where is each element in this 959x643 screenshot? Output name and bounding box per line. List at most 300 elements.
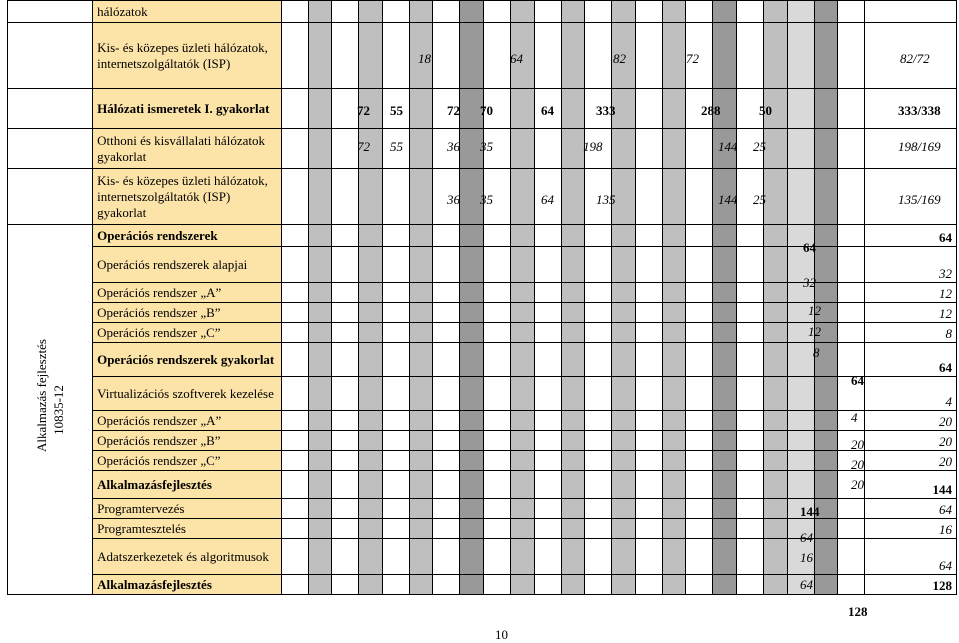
hours-value: 32 (803, 275, 816, 290)
grid-cell (713, 575, 737, 595)
subject-label: Hálózati ismeretek I. gyakorlat (93, 89, 282, 129)
grid-cell (281, 431, 308, 451)
grid-cell (382, 431, 409, 451)
grid-cell (484, 225, 511, 247)
hours-value: 64 (541, 192, 554, 207)
grid-cell (534, 471, 561, 499)
grid-cell (713, 499, 737, 519)
grid-cell (281, 23, 308, 89)
grid-cell (308, 451, 332, 471)
hours-value: 35 (480, 192, 493, 207)
grid-cell (308, 303, 332, 323)
subject-label: Operációs rendszer „A” (93, 411, 282, 431)
grid-cell (433, 303, 460, 323)
grid-cell (814, 539, 838, 575)
grid-cell (612, 283, 636, 303)
subject-label: Operációs rendszer „A” (93, 283, 282, 303)
grid-cell (460, 471, 484, 499)
hours-value: 288 (701, 103, 721, 118)
grid-cell (359, 343, 383, 377)
grid-cell (585, 343, 612, 377)
grid-cell (460, 431, 484, 451)
grid-cell (635, 283, 662, 303)
grid-cell (787, 343, 814, 377)
page-number: 10 (495, 627, 508, 642)
grid-cell (409, 411, 433, 431)
hours-value: 333 (596, 103, 616, 118)
blank-cell (8, 129, 93, 169)
grid-cell (686, 129, 713, 169)
hours-value: 135/169 (898, 192, 941, 207)
subject-label: Operációs rendszer „B” (93, 431, 282, 451)
grid-cell (460, 303, 484, 323)
grid-cell (433, 247, 460, 283)
grid-cell (433, 23, 460, 89)
total-hours: 128 (865, 575, 957, 595)
hours-value: 198 (583, 139, 603, 154)
hours-value: 198/169 (898, 139, 941, 154)
grid-cell (534, 23, 561, 89)
grid-cell (382, 225, 409, 247)
grid-cell (484, 471, 511, 499)
grid-cell (585, 1, 612, 23)
grid-cell (433, 431, 460, 451)
grid-cell (308, 539, 332, 575)
grid-cell (433, 575, 460, 595)
grid-cell (764, 247, 788, 283)
grid-cell (814, 411, 838, 431)
grid-cell (281, 411, 308, 431)
grid-cell (484, 247, 511, 283)
grid-cell (359, 471, 383, 499)
grid-cell (308, 411, 332, 431)
grid-cell (635, 471, 662, 499)
hours-value: 20 (851, 457, 864, 472)
hours-value: 64 (800, 577, 813, 592)
total-hours: 16 (865, 519, 957, 539)
grid-cell (814, 225, 838, 247)
grid-cell (635, 575, 662, 595)
hours-value: 64 (510, 51, 523, 66)
grid-cell (484, 539, 511, 575)
grid-cell (382, 323, 409, 343)
grid-cell (612, 377, 636, 411)
subject-label: Programtesztelés (93, 519, 282, 539)
grid-cell (787, 377, 814, 411)
grid-cell (534, 343, 561, 377)
grid-cell (635, 1, 662, 23)
grid-cell (814, 575, 838, 595)
grid-cell (787, 129, 814, 169)
grid-cell (737, 23, 764, 89)
grid-cell (359, 283, 383, 303)
total-hours: 8 (865, 323, 957, 343)
blank-cell (8, 23, 93, 89)
hours-value: 55 (390, 139, 403, 154)
grid-cell (585, 323, 612, 343)
total-hours: 32 (865, 247, 957, 283)
grid-cell (737, 225, 764, 247)
grid-cell (382, 1, 409, 23)
grid-cell (686, 575, 713, 595)
hours-value: 25 (753, 139, 766, 154)
grid-cell (662, 1, 686, 23)
grid-cell (713, 23, 737, 89)
grid-cell (332, 169, 359, 225)
table-row (8, 451, 957, 471)
grid-cell (737, 519, 764, 539)
grid-cell (585, 411, 612, 431)
subject-label: Kis- és közepes üzleti hálózatok, internetszolgáltatók (ISP) gyakorlat (93, 169, 282, 225)
subject-label: Operációs rendszerek (93, 225, 282, 247)
grid-cell (635, 247, 662, 283)
grid-cell (662, 575, 686, 595)
grid-cell (713, 225, 737, 247)
grid-cell (332, 343, 359, 377)
grid-cell (308, 247, 332, 283)
grid-cell (787, 169, 814, 225)
total-hours: 12 (865, 303, 957, 323)
grid-cell (510, 89, 534, 129)
grid-cell (460, 247, 484, 283)
grid-cell (308, 1, 332, 23)
grid-cell (814, 129, 838, 169)
grid-cell (686, 451, 713, 471)
grid-cell (281, 377, 308, 411)
grid-cell (764, 499, 788, 519)
grid-cell (838, 129, 865, 169)
hours-value: 4 (851, 410, 858, 425)
grid-cell (585, 519, 612, 539)
grid-cell (409, 283, 433, 303)
grid-cell (510, 323, 534, 343)
grid-cell (737, 303, 764, 323)
grid-cell (686, 323, 713, 343)
grid-cell (737, 499, 764, 519)
grid-cell (382, 411, 409, 431)
grid-cell (635, 303, 662, 323)
grid-cell (814, 471, 838, 499)
grid-cell (686, 411, 713, 431)
grid-cell (409, 323, 433, 343)
grid-cell (359, 411, 383, 431)
hours-value: 144 (800, 504, 820, 519)
grid-cell (510, 519, 534, 539)
grid-cell (561, 431, 585, 451)
grid-cell (460, 283, 484, 303)
grid-cell (332, 225, 359, 247)
subject-label: Adatszerkezetek és algoritmusok (93, 539, 282, 575)
grid-cell (612, 431, 636, 451)
grid-cell (713, 411, 737, 431)
grid-cell (433, 283, 460, 303)
grid-cell (787, 1, 814, 23)
grid-cell (838, 23, 865, 89)
grid-cell (433, 519, 460, 539)
grid-cell (308, 431, 332, 451)
grid-cell (787, 471, 814, 499)
total-hours: 4 (865, 377, 957, 411)
grid-cell (814, 247, 838, 283)
grid-cell (635, 411, 662, 431)
grid-cell (838, 225, 865, 247)
hours-value: 72 (357, 103, 370, 118)
subject-label: hálózatok (93, 1, 282, 23)
grid-cell (534, 539, 561, 575)
grid-cell (585, 225, 612, 247)
grid-cell (713, 1, 737, 23)
grid-cell (281, 499, 308, 519)
grid-cell (713, 451, 737, 471)
grid-cell (713, 377, 737, 411)
grid-cell (662, 343, 686, 377)
grid-cell (308, 283, 332, 303)
grid-cell (764, 169, 788, 225)
grid-cell (281, 471, 308, 499)
grid-cell (281, 519, 308, 539)
hours-value: 8 (813, 345, 820, 360)
grid-cell (686, 169, 713, 225)
grid-cell (510, 411, 534, 431)
grid-cell (764, 575, 788, 595)
grid-cell (308, 323, 332, 343)
grid-cell (635, 89, 662, 129)
grid-cell (737, 539, 764, 575)
grid-cell (510, 499, 534, 519)
grid-cell (838, 539, 865, 575)
grid-cell (612, 1, 636, 23)
grid-cell (332, 89, 359, 129)
grid-cell (787, 89, 814, 129)
blank-cell (8, 1, 93, 23)
grid-cell (332, 283, 359, 303)
hours-value: 25 (753, 192, 766, 207)
grid-cell (534, 283, 561, 303)
grid-cell (359, 303, 383, 323)
grid-cell (308, 343, 332, 377)
hours-value: 64 (800, 530, 813, 545)
grid-cell (281, 89, 308, 129)
grid-cell (332, 411, 359, 431)
grid-cell (764, 283, 788, 303)
grid-cell (612, 451, 636, 471)
grid-cell (764, 303, 788, 323)
grid-cell (308, 225, 332, 247)
grid-cell (612, 129, 636, 169)
grid-cell (460, 575, 484, 595)
grid-cell (484, 575, 511, 595)
grid-cell (585, 431, 612, 451)
subject-label: Kis- és közepes üzleti hálózatok, internetszolgáltatók (ISP) (93, 23, 282, 89)
grid-cell (332, 499, 359, 519)
grid-cell (585, 451, 612, 471)
grid-cell (635, 539, 662, 575)
grid-cell (332, 23, 359, 89)
grid-cell (764, 431, 788, 451)
grid-cell (332, 471, 359, 499)
grid-cell (510, 343, 534, 377)
blank-cell (8, 89, 93, 129)
total-hours: 64 (865, 225, 957, 247)
grid-cell (409, 129, 433, 169)
table-row (8, 575, 957, 595)
grid-cell (332, 451, 359, 471)
hours-value: 36 (447, 192, 460, 207)
grid-cell (713, 303, 737, 323)
hours-value: 64 (851, 373, 864, 388)
grid-cell (484, 1, 511, 23)
total-hours: 20 (865, 451, 957, 471)
grid-cell (308, 575, 332, 595)
grid-cell (308, 499, 332, 519)
grid-cell (612, 519, 636, 539)
hours-value: 12 (808, 303, 821, 318)
grid-cell (635, 169, 662, 225)
grid-cell (787, 23, 814, 89)
grid-cell (662, 323, 686, 343)
grid-cell (662, 247, 686, 283)
grid-cell (686, 225, 713, 247)
grid-cell (764, 451, 788, 471)
hours-value: 82/72 (900, 51, 930, 66)
grid-cell (713, 519, 737, 539)
grid-cell (561, 451, 585, 471)
grid-cell (814, 23, 838, 89)
grid-cell (382, 471, 409, 499)
grid-cell (612, 247, 636, 283)
module-side-label (8, 225, 93, 595)
grid-cell (534, 225, 561, 247)
grid-cell (332, 129, 359, 169)
grid-cell (764, 23, 788, 89)
grid-cell (737, 431, 764, 451)
grid-cell (838, 519, 865, 539)
grid-cell (382, 575, 409, 595)
grid-cell (281, 539, 308, 575)
grid-cell (838, 169, 865, 225)
grid-cell (814, 377, 838, 411)
hours-value: 72 (686, 51, 699, 66)
hours-value: 72 (447, 103, 460, 118)
subject-label: Alkalmazásfejlesztés (93, 471, 282, 499)
grid-cell (662, 431, 686, 451)
grid-cell (510, 303, 534, 323)
grid-cell (308, 377, 332, 411)
grid-cell (635, 225, 662, 247)
grid-cell (561, 169, 585, 225)
total-hours: 64 (865, 539, 957, 575)
subject-label: Programtervezés (93, 499, 282, 519)
grid-cell (838, 89, 865, 129)
grid-cell (686, 431, 713, 451)
grid-cell (561, 539, 585, 575)
grid-cell (612, 575, 636, 595)
subject-label: Alkalmazásfejlesztés (93, 575, 282, 595)
grid-cell (433, 539, 460, 575)
grid-cell (332, 1, 359, 23)
grid-cell (635, 499, 662, 519)
grid-cell (409, 431, 433, 451)
hours-value: 12 (808, 324, 821, 339)
grid-cell (281, 169, 308, 225)
grid-cell (561, 225, 585, 247)
grid-cell (359, 519, 383, 539)
grid-cell (635, 377, 662, 411)
grid-cell (787, 411, 814, 431)
grid-cell (561, 575, 585, 595)
grid-cell (585, 23, 612, 89)
grid-cell (534, 575, 561, 595)
grid-cell (510, 247, 534, 283)
hours-value: 36 (447, 139, 460, 154)
grid-cell (510, 451, 534, 471)
grid-cell (460, 225, 484, 247)
grid-cell (561, 323, 585, 343)
grid-cell (382, 303, 409, 323)
grid-cell (534, 247, 561, 283)
grid-cell (686, 377, 713, 411)
subject-label: Virtualizációs szoftverek kezelése (93, 377, 282, 411)
grid-cell (561, 343, 585, 377)
subject-label: Otthoni és kisvállalati hálózatok gyakorlat (93, 129, 282, 169)
grid-cell (510, 169, 534, 225)
hours-value: 128 (848, 604, 868, 619)
grid-cell (787, 431, 814, 451)
grid-cell (838, 247, 865, 283)
grid-cell (561, 411, 585, 431)
grid-cell (737, 411, 764, 431)
grid-cell (662, 129, 686, 169)
grid-cell (433, 377, 460, 411)
grid-cell (281, 575, 308, 595)
grid-cell (281, 225, 308, 247)
grid-cell (814, 519, 838, 539)
grid-cell (359, 575, 383, 595)
grid-cell (764, 323, 788, 343)
hours-value: 50 (759, 103, 772, 118)
hours-value: 144 (718, 192, 738, 207)
grid-cell (838, 283, 865, 303)
hours-value: 82 (613, 51, 626, 66)
grid-cell (281, 451, 308, 471)
grid-cell (686, 539, 713, 575)
total-hours: 20 (865, 411, 957, 431)
grid-cell (382, 343, 409, 377)
grid-cell (359, 169, 383, 225)
table-row (8, 1, 957, 23)
total-hours: 64 (865, 499, 957, 519)
grid-cell (686, 519, 713, 539)
total-hours: 64 (865, 343, 957, 377)
hours-value: 20 (851, 437, 864, 452)
grid-cell (433, 323, 460, 343)
grid-cell (409, 519, 433, 539)
grid-cell (460, 343, 484, 377)
grid-cell (409, 377, 433, 411)
table-row (8, 411, 957, 431)
grid-cell (308, 89, 332, 129)
subject-label: Operációs rendszerek alapjai (93, 247, 282, 283)
grid-cell (484, 431, 511, 451)
grid-cell (838, 1, 865, 23)
grid-cell (686, 343, 713, 377)
grid-cell (686, 499, 713, 519)
grid-cell (814, 89, 838, 129)
grid-cell (433, 411, 460, 431)
grid-cell (787, 451, 814, 471)
grid-cell (409, 499, 433, 519)
grid-cell (510, 1, 534, 23)
